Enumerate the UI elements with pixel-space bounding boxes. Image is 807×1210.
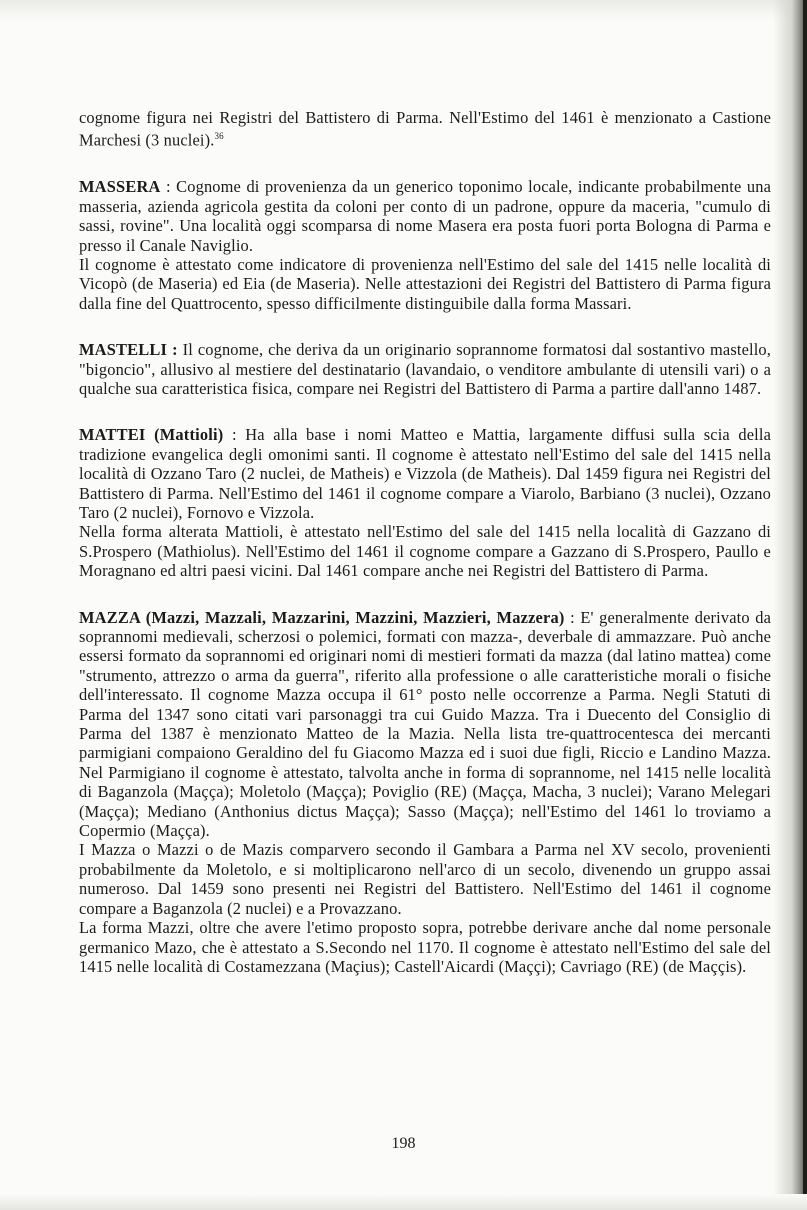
page-body [79, 108, 771, 1003]
entry-paragraph: La forma Mazzi, oltre che avere l'etimo proposto sopra, potrebbe derivare anche dal nome personale germanico Mazo, che è attestato a S.Secondo nel 1170. Il cognome è attestato nell'Estimo del sale del 1415 nelle località di Costamezzana (Maçius); Castell'Aicardi (Maççi); Cavriago (RE) (de Maççis). [79, 918, 771, 976]
page-top-shadow [0, 0, 807, 22]
page-number: 198 [391, 1135, 416, 1152]
entry-massera [79, 177, 771, 313]
entry-paragraph [79, 608, 771, 841]
intro-text: cognome figura nei Registri del Battistero di Parma. Nell'Estimo del 1461 è menzionato a Castione Marchesi (3 nuclei). [79, 108, 771, 150]
entry-headword: MAZZA (Mazzi, Mazzali, Mazzarini, Mazzini, Mazzieri, Mazzera) [79, 607, 565, 627]
entry-headword: MASTELLI : [79, 340, 178, 360]
entry-text: : Cognome di provenienza da un generico toponimo locale, indicante probabilmente una masseria, azienda agricola gestita da coloni per conto di un padrone, oppure da maceria, "cumulo di sassi, rovine". Una località oggi scomparsa di nome Masera era posta fuori porta Bologna di Parma e presso il Canale Naviglio. [79, 177, 771, 255]
entry-paragraph [79, 340, 771, 398]
entry-mazza [79, 608, 771, 977]
intro-text-line [79, 108, 771, 150]
entry-mastelli [79, 340, 771, 398]
entry-paragraph [79, 425, 771, 522]
entry-text: Il cognome, che deriva da un originario soprannome formatosi dal sostantivo mastello, "bigoncio", allusivo al mestiere del destinatario (lavandaio, o venditore ambulante di utensili vari) o a qualche sua caratteristica fisica, compare nei Registri del Battistero di Parma a partire dall'anno 1487. [79, 340, 771, 398]
entry-headword: MATTEI (Mattioli) [79, 425, 224, 445]
intro-paragraph [79, 108, 771, 150]
entry-paragraph [79, 177, 771, 255]
footnote-marker: 36 [214, 131, 224, 142]
entry-text: : Ha alla base i nomi Matteo e Mattia, largamente diffusi sulla scia della tradizione evangelica degli omonimi santi. Il cognome è attestato nell'Estimo del sale del 1415 nella località di Ozzano Taro (2 nuclei, de Matheis) e Vizzola (de Matheis). Dal 1459 figura nei Registri del Battistero di Parma. Nell'Estimo del 1461 il cognome compare a Viarolo, Barbiano (3 nuclei), Ozzano Taro (2 nuclei), Fornovo e Vizzola. [79, 425, 771, 522]
entry-headword: MASSERA [79, 177, 161, 197]
entry-text: : E' generalmente derivato da soprannomi medievali, scherzosi o polemici, formati con mazza-, deverbale di ammazzare. Può anche essersi formato da soprannomi ed originari nomi di mestieri formati da mazza (dal latino mattea) come "strumento, attrezzo o arma da guerra", riferito alla professione o alle caratteristiche morali o fisiche dell'interessato. Il cognome Mazza occupa il 61° posto nelle occorrenze a Parma. Negli Statuti di Parma del 1347 sono citati vari parsonaggi tra cui Guido Mazza. Tra i Duecento del Consiglio di Parma del 1387 è menzionato Matteo de la Mazia. Nella lista tre-quattrocentesca dei mercanti parmigiani compaiono Geraldino del fu Giacomo Mazza ed i suoi due figli, Riccio e Landino Mazza. Nel Parmigiano il cognome è attestato, talvolta anche in forma di soprannome, nel 1415 nelle località di Baganzola (Maçça); Moletolo (Maçça); Poviglio (RE) (Maçça, Macha, 3 nuclei); Varano Melegari (Maçça); Mediano (Anthonius dictus Maçça); Sasso (Maçça); nell'Estimo del 1461 lo troviamo a Copermio (Maçça). [79, 607, 771, 841]
page-bottom-shadow [0, 1194, 807, 1210]
entry-mattei [79, 425, 771, 580]
entry-paragraph: Nella forma alterata Mattioli, è attestato nell'Estimo del sale del 1415 nella località di Gazzano di S.Prospero (Mathiolus). Nell'Estimo del 1461 il cognome compare a Gazzano di S.Prospero, Paullo e Moragnano ed altri paesi vicini. Dal 1461 compare anche nei Registri del Battistero di Parma. [79, 522, 771, 581]
book-gutter-shadow [773, 0, 807, 1210]
scan-border [803, 0, 807, 1210]
entry-paragraph: Il cognome è attestato come indicatore di provenienza nell'Estimo del sale del 1415 nelle località di Vicopò (de Maseria) ed Eia (de Maseria). Nelle attestazioni dei Registri del Battistero di Parma figura dalla fine del Quattrocento, spesso difficilmente distinguibile dalla forma Massari. [79, 254, 771, 313]
entry-paragraph: I Mazza o Mazzi o de Mazis comparvero secondo il Gambara a Parma nel XV secolo, provenienti probabilmente da Moletolo, e si moltiplicarono nell'arco di un secolo, divenendo un gruppo assai numeroso. Dal 1459 sono presenti nei Registri del Battistero. Nell'Estimo del 1461 il cognome compare a Baganzola (2 nuclei) e a Provazzano. [79, 840, 771, 918]
